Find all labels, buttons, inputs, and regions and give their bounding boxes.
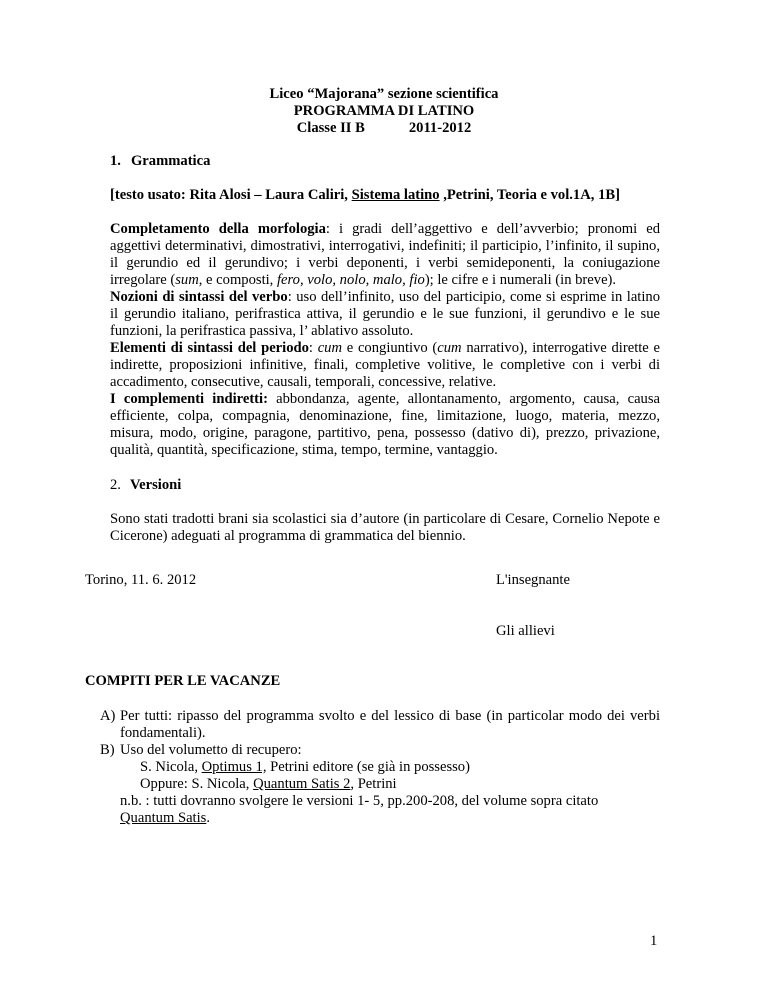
morphology-sum: sum: [175, 272, 199, 288]
textbook-post: ,Petrini, Teoria e vol.1A, 1B]: [439, 187, 620, 203]
morphology-text-3: ); le cifre e i numerali (in breve).: [424, 272, 617, 288]
homework-note-end: [120, 810, 660, 827]
students-signature-label: Gli allievi: [496, 623, 555, 639]
book-option-1: [120, 759, 660, 776]
section-1-number: 1.: [110, 153, 121, 169]
period-text-2: e congiuntivo (: [342, 340, 438, 356]
morphology-paragraph: [110, 221, 660, 289]
homework-note: n.b. : tutti dovranno svolgere le versioni 1- 5, pp.200-208, del volume sopra citato: [120, 793, 599, 809]
book-2-publisher: , Petrini: [350, 776, 397, 792]
period-text-1: :: [308, 340, 318, 356]
item-b-text: Uso del volumetto di recupero:: [120, 742, 302, 758]
page-number: 1: [650, 933, 658, 949]
book-1-publisher: Petrini editore (se già in possesso): [266, 759, 470, 775]
textbook-pre: [testo usato: Rita Alosi – Laura Caliri,: [110, 187, 352, 203]
section-2-title: Versioni: [129, 477, 182, 493]
note-period: .: [206, 810, 211, 826]
morphology-text: : i gradi dell’aggettivo e dell’avverbio; pronomi ed aggettivi determinativi, dimostrativi, interrogativi, indefiniti; il participio, l’infinito, il supino, il gerundio ed il gerundivo; i verbi deponenti, i verbi semideponenti, la coniugazione irregolare (: [110, 221, 660, 288]
section-1-title: Grammatica: [130, 153, 211, 169]
school-year: 2011-2012: [408, 120, 472, 136]
period-syntax-paragraph: [110, 340, 660, 391]
period-text-3: narrativo), interrogative dirette e indirette, proposizioni infinitive, finali, completive volitive, le completive con i verbi di accadimento, consecutive, causali, temporali, concessive, relative.: [110, 340, 660, 390]
grammar-body: [110, 221, 660, 459]
class-label: Classe II B: [296, 120, 365, 136]
book-option-2: [120, 776, 660, 793]
homework-item-b: [100, 742, 660, 827]
versions-paragraph: Sono stati tradotti brani sia scolastici sia d’autore (in particolare di Cesare, Cornelio Nepote e Cicerone) adeguati al programma di grammatica del biennio.: [110, 511, 660, 544]
item-b-marker: B): [100, 742, 115, 758]
document-header: [0, 86, 768, 137]
item-a-marker: A): [100, 708, 116, 724]
book-1-author: S. Nicola,: [140, 759, 202, 775]
section-2-number: 2.: [110, 477, 121, 493]
morphology-text-2: , e composti,: [198, 272, 277, 288]
teacher-signature-label: L'insegnante: [496, 572, 570, 588]
verb-syntax-label: Nozioni di sintassi del verbo: [110, 289, 288, 305]
program-title: PROGRAMMA DI LATINO: [293, 103, 475, 119]
period-syntax-label: Elementi di sintassi del periodo: [110, 340, 309, 356]
place-date: Torino, 11. 6. 2012: [85, 572, 197, 588]
verb-syntax-text: : uso dell’infinito, uso del participio, come si esprime in latino il gerundio italiano, perifrastica attiva, il gerundio e le sue funzioni, il gerundivo e le sue funzioni, la perifrastica passiva, l’ ablativo assoluto.: [110, 289, 661, 339]
book-2-title: Quantum Satis 2: [253, 776, 351, 792]
textbook-title: Sistema latino: [351, 187, 440, 203]
book-1-title: Optimus 1,: [201, 759, 267, 775]
complements-paragraph: [110, 391, 660, 459]
school-name: Liceo “Majorana” sezione scientifica: [269, 86, 499, 102]
morphology-irregular-verbs: fero, volo, nolo, malo, fio: [276, 272, 425, 288]
section-2-heading: [110, 477, 181, 494]
homework-item-a: [100, 708, 660, 742]
period-cum-1: cum: [317, 340, 343, 356]
section-1-heading: [110, 153, 210, 170]
item-a-text: Per tutti: ripasso del programma svolto e del lessico di base (in particolar modo dei verbi fondamentali).: [120, 708, 660, 741]
textbook-line: [110, 187, 670, 204]
complements-label: I complementi indiretti:: [110, 391, 268, 407]
complements-text: abbondanza, agente, allontanamento, argomento, causa, causa efficiente, colpa, compagnia, denominazione, fine, limitazione, luogo, materia, mezzo, misura, modo, origine, paragone, partitivo, pena, possesso (dativo di), prezzo, privazione, qualità, quantità, specificazione, stima, tempo, termine, vantaggio.: [110, 391, 660, 458]
homework-list: [100, 708, 660, 827]
morphology-label: Completamento della morfologia: [110, 221, 326, 237]
verb-syntax-paragraph: [110, 289, 660, 340]
note-book-title: Quantum Satis: [120, 810, 207, 826]
homework-title: COMPITI PER LE VACANZE: [85, 673, 281, 689]
class-year: [0, 120, 768, 137]
book-2-author: Oppure: S. Nicola,: [140, 776, 254, 792]
period-cum-2: cum: [437, 340, 462, 356]
